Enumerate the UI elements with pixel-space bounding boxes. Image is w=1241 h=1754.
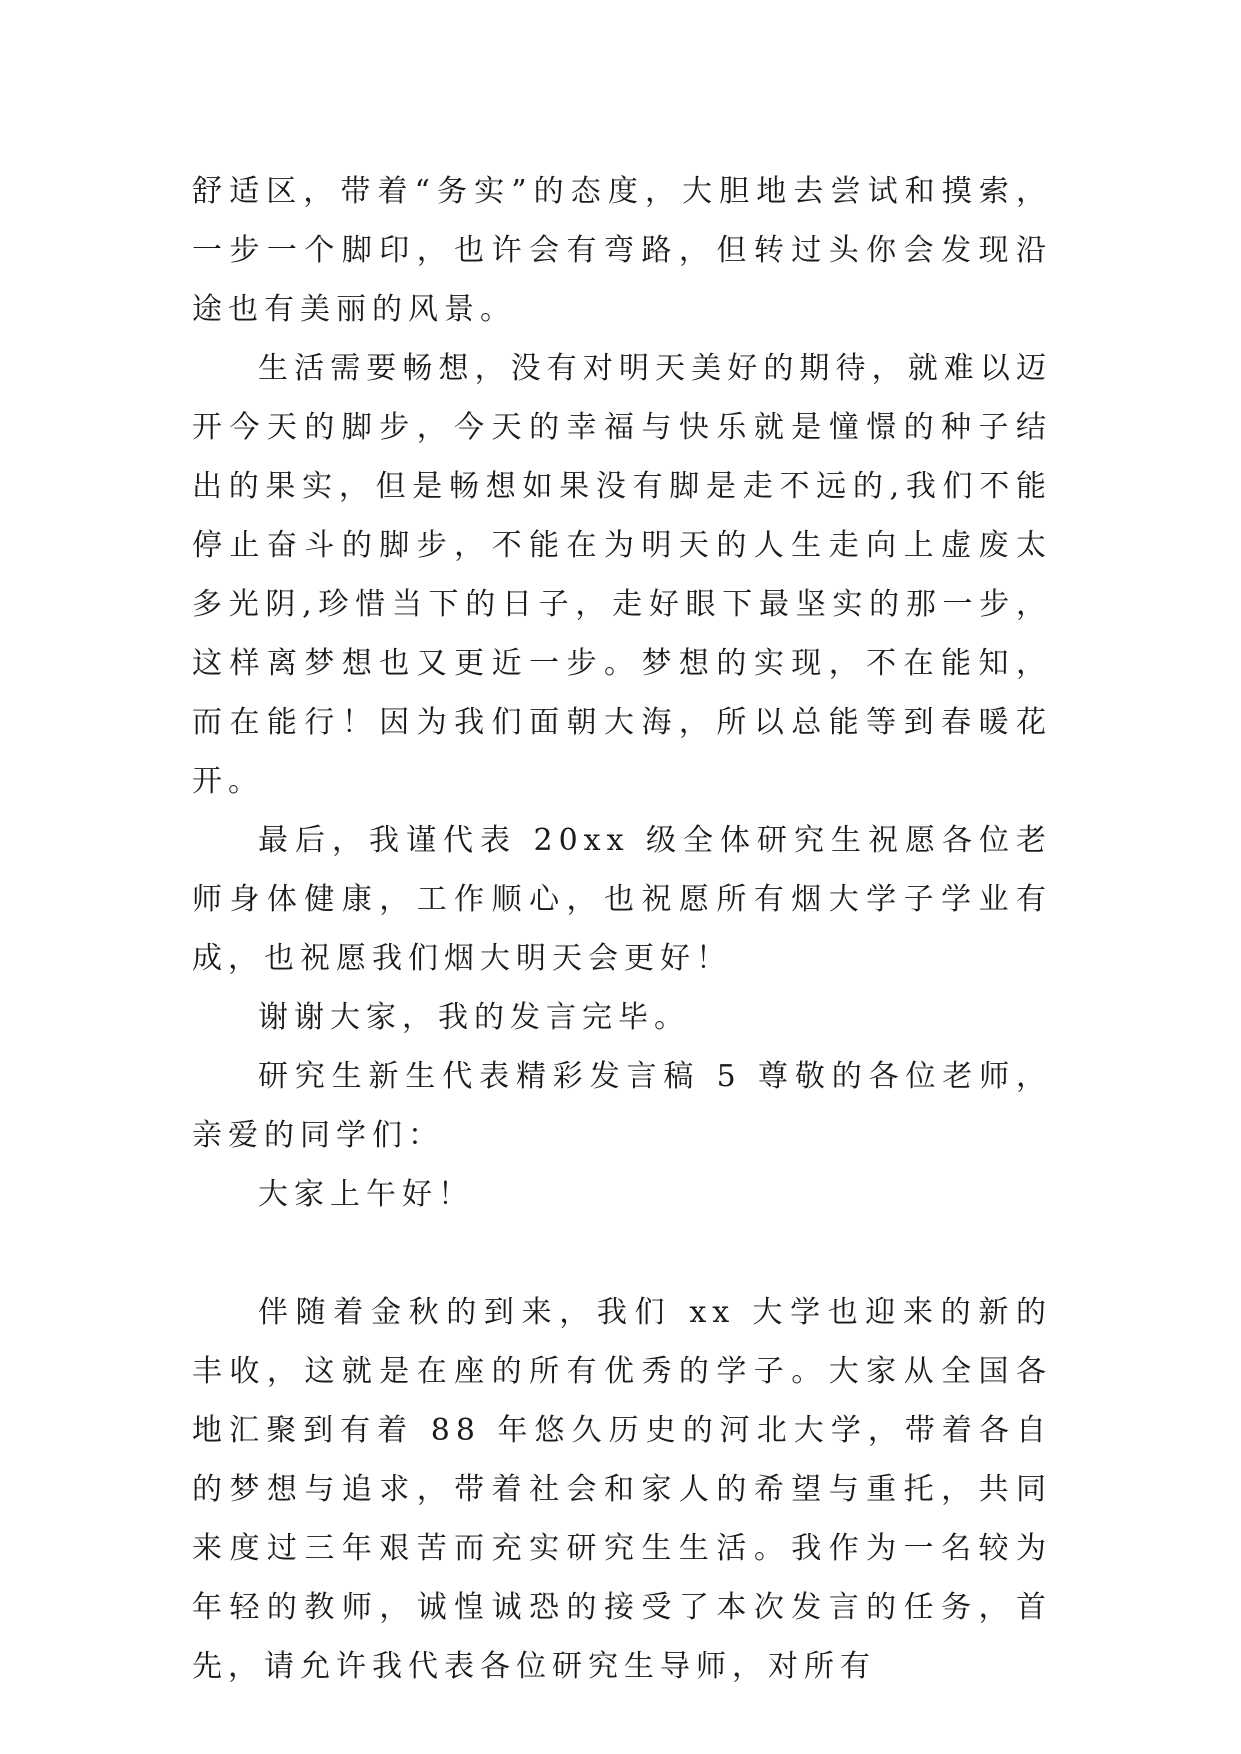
paragraph-dream: 生活需要畅想，没有对明天美好的期待，就难以迈开今天的脚步，今天的幸福与快乐就是憧憬的种子结出的果实，但是畅想如果没有脚是走不远的,我们不能停止奋斗的脚步，不能在为明天的人生走向上虚废太多光阴,珍惜当下的日子，走好眼下最坚实的那一步，这样离梦想也又更近一步。梦想的实现，不在能知，而在能行！因为我们面朝大海，所以总能等到春暖花开。 bbox=[192, 351, 1052, 799]
paragraph-closing-wishes: 最后，我谨代表 20xx 级全体研究生祝愿各位老师身体健康，工作顺心，也祝愿所有烟大学子学业有成，也祝愿我们烟大明天会更好！ bbox=[192, 823, 1052, 976]
document-body bbox=[192, 162, 1052, 1696]
paragraph-speech-title: 研究生新生代表精彩发言稿 5 尊敬的各位老师，亲爱的同学们： bbox=[192, 1059, 1052, 1153]
paragraph-thanks: 谢谢大家，我的发言完毕。 bbox=[258, 1000, 690, 1035]
paragraph-continuation: 舒适区，带着“务实”的态度，大胆地去尝试和摸索，一步一个脚印，也许会有弯路，但转过头你会发现沿途也有美丽的风景。 bbox=[192, 174, 1052, 327]
paragraph-greeting: 大家上午好！ bbox=[258, 1177, 474, 1212]
blank-line bbox=[192, 1224, 1052, 1283]
paragraph-autumn: 伴随着金秋的到来，我们 xx 大学也迎来的新的丰收，这就是在座的所有优秀的学子。大家从全国各地汇聚到有着 88 年悠久历史的河北大学，带着各自的梦想与追求，带着社会和家人的希望与重托，共同来度过三年艰苦而充实研究生生活。我作为一名较为年轻的教师，诚惶诚恐的接受了本次发言的任务，首先，请允许我代表各位研究生导师，对所有 bbox=[192, 1295, 1052, 1684]
